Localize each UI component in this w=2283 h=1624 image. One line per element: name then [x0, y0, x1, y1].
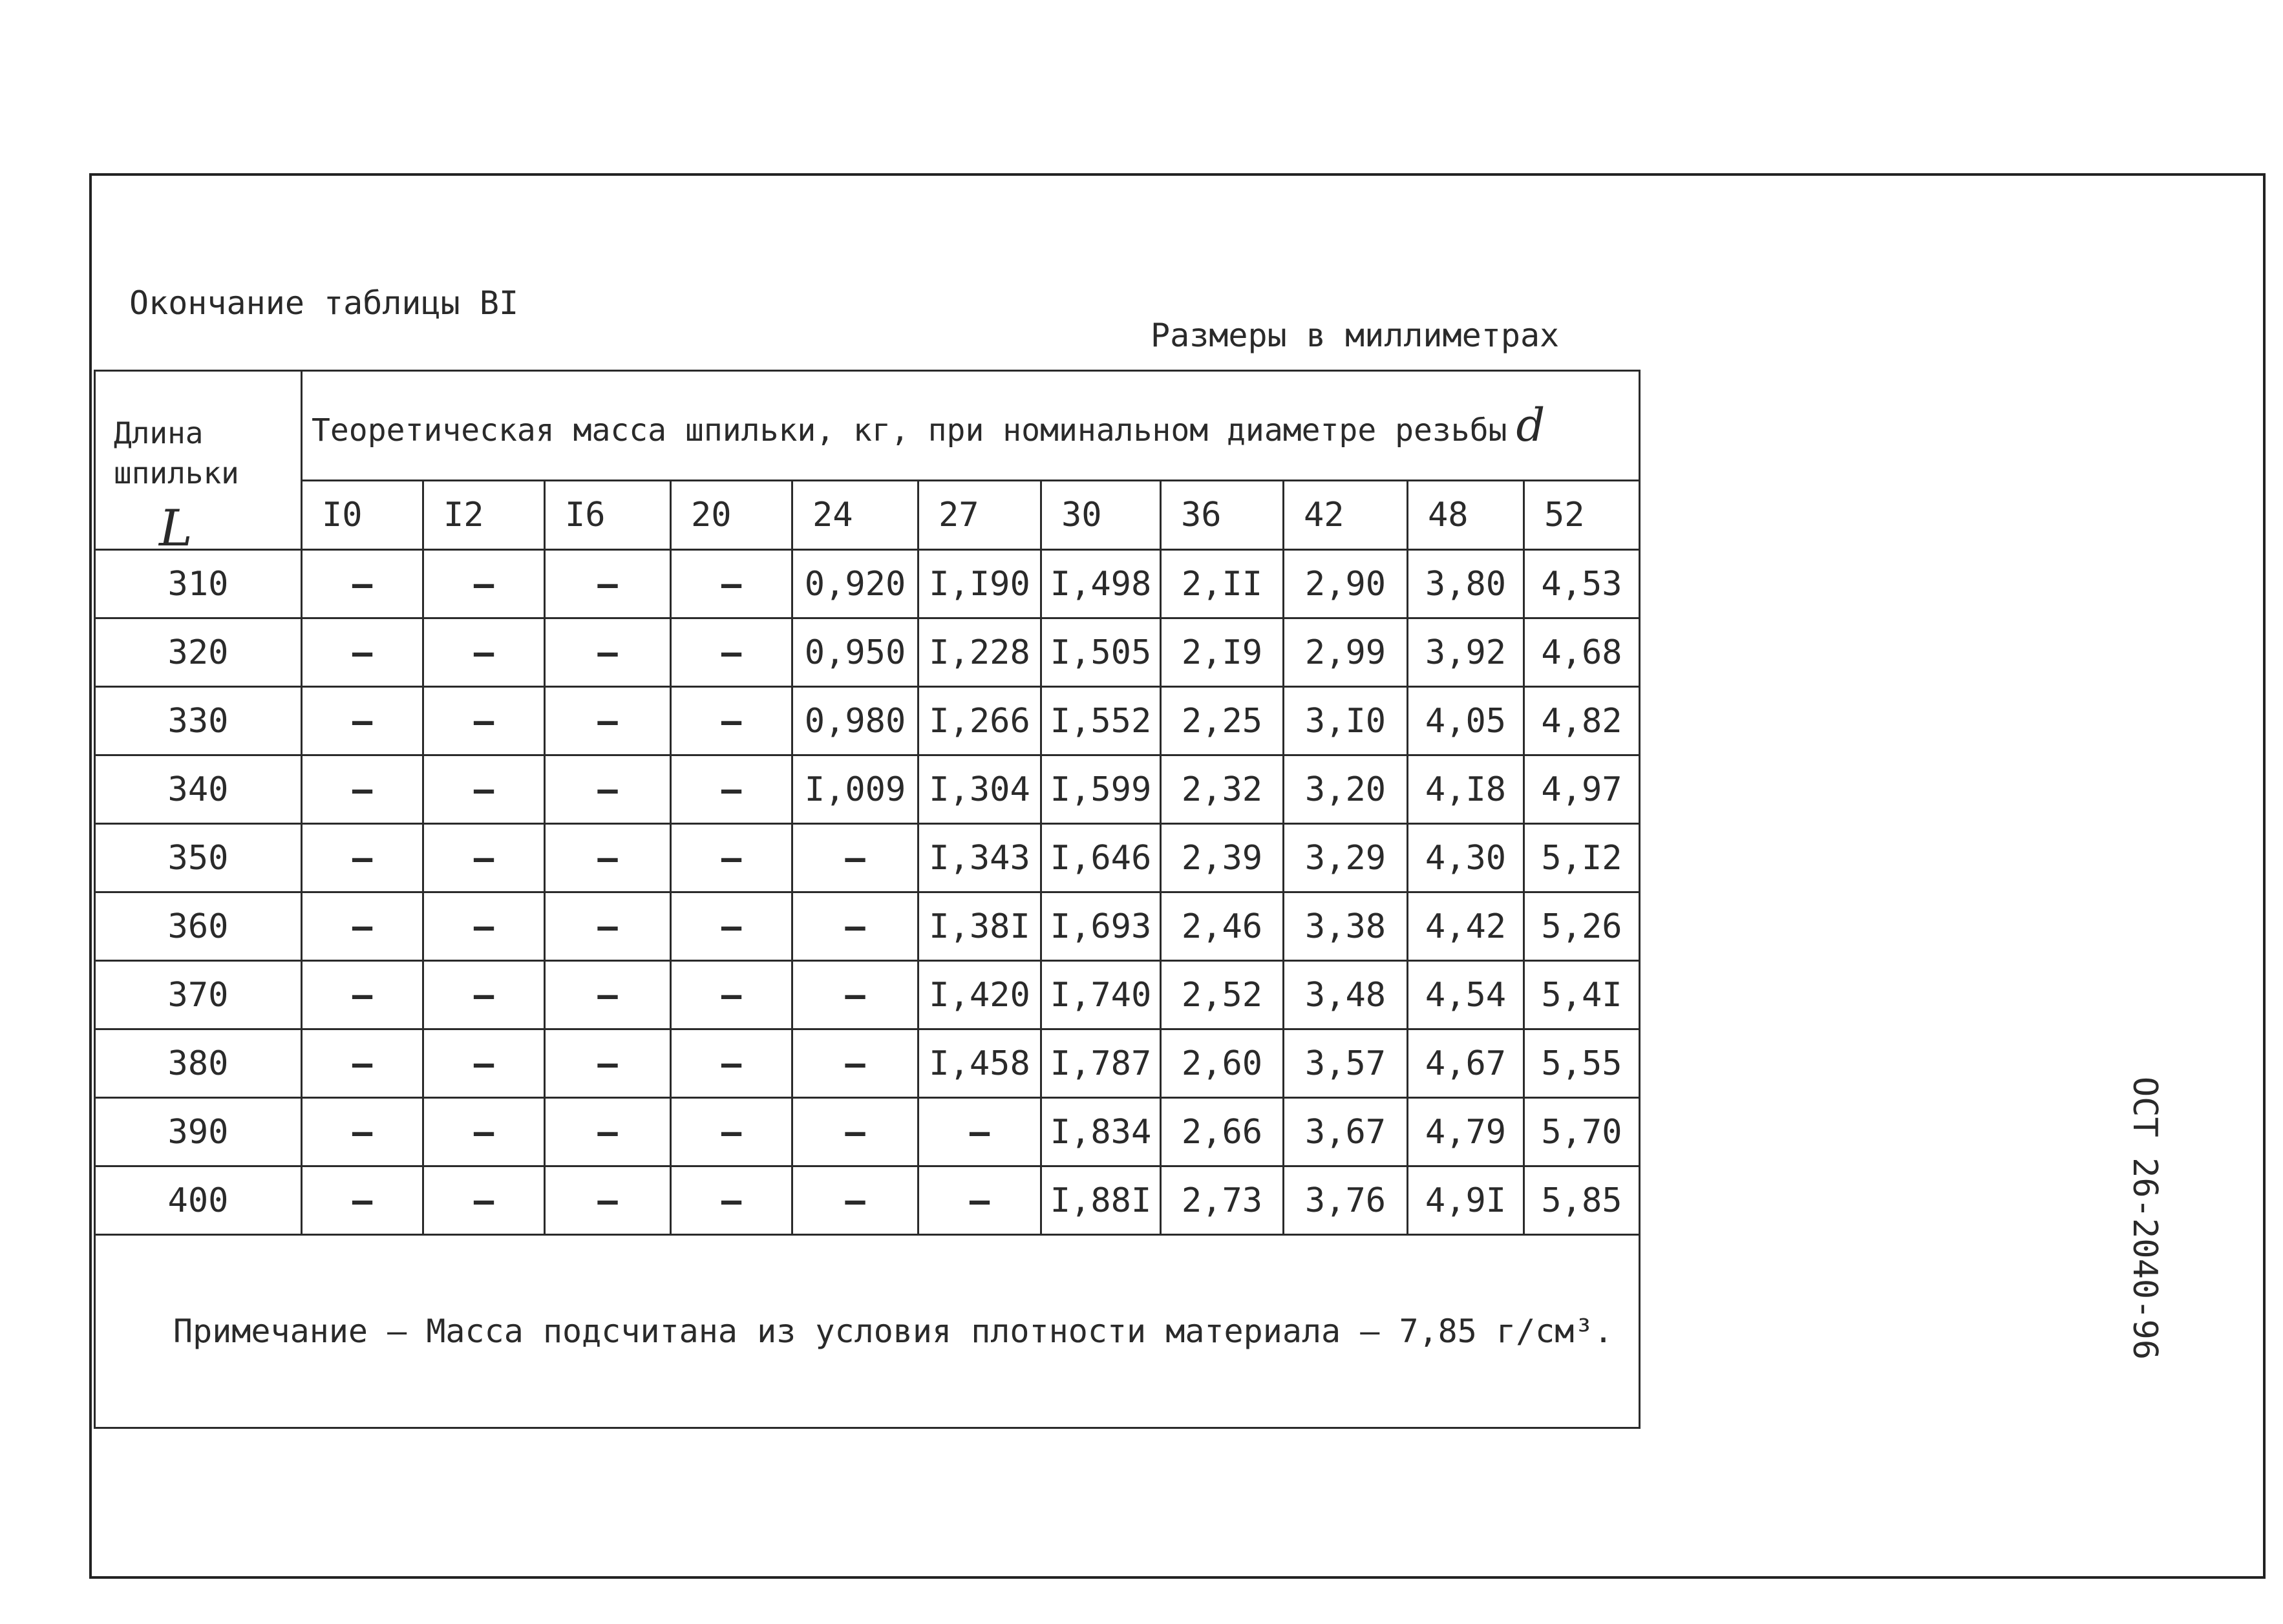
units-note: Размеры в миллиметрах [1151, 317, 1560, 354]
length-cell: 390 [95, 1098, 302, 1166]
mass-cell: 3,29 [1284, 824, 1408, 892]
mass-cell: 2,66 [1161, 1098, 1284, 1166]
mass-cell: 3,I0 [1284, 687, 1408, 755]
mass-cell: – [792, 892, 919, 961]
mass-cell: I,228 [919, 618, 1041, 687]
mass-cell: I,834 [1041, 1098, 1161, 1166]
mass-cell: – [545, 961, 671, 1029]
mass-cell: 4,67 [1408, 1029, 1524, 1098]
mass-cell: – [671, 1166, 792, 1235]
diameter-header: 36 [1161, 480, 1284, 549]
diameter-header: I6 [545, 480, 671, 549]
mass-cell: I,646 [1041, 824, 1161, 892]
mass-cell: 5,26 [1524, 892, 1640, 961]
mass-cell: 4,54 [1408, 961, 1524, 1029]
mass-cell: 4,9I [1408, 1166, 1524, 1235]
mass-cell: 3,67 [1284, 1098, 1408, 1166]
table-row [95, 892, 1640, 961]
mass-cell: I,I90 [919, 550, 1041, 618]
mass-cell: – [671, 1029, 792, 1098]
mass-cell: – [423, 892, 545, 961]
mass-cell: 5,85 [1524, 1166, 1640, 1235]
table-row [95, 824, 1640, 892]
mass-cell: I,787 [1041, 1029, 1161, 1098]
mass-cell: 4,I8 [1408, 755, 1524, 824]
mass-cell: 5,70 [1524, 1098, 1640, 1166]
mass-cell: 2,32 [1161, 755, 1284, 824]
mass-cell: 4,53 [1524, 550, 1640, 618]
mass-cell: I,740 [1041, 961, 1161, 1029]
mass-cell: – [302, 755, 423, 824]
mass-cell: – [545, 618, 671, 687]
mass-cell: 3,20 [1284, 755, 1408, 824]
mass-cell: 4,05 [1408, 687, 1524, 755]
mass-cell: – [302, 550, 423, 618]
mass-cell: – [671, 687, 792, 755]
length-cell: 330 [95, 687, 302, 755]
mass-cell: 5,4I [1524, 961, 1640, 1029]
mass-cell: 3,76 [1284, 1166, 1408, 1235]
diameter-header: I2 [423, 480, 545, 549]
mass-cell: 4,30 [1408, 824, 1524, 892]
diameter-header: 30 [1041, 480, 1161, 549]
mass-cell: 4,82 [1524, 687, 1640, 755]
mass-cell: I,266 [919, 687, 1041, 755]
mass-cell: – [671, 550, 792, 618]
mass-cell: I,88I [1041, 1166, 1161, 1235]
mass-cell: 3,80 [1408, 550, 1524, 618]
table-row [95, 687, 1640, 755]
mass-cell: 4,68 [1524, 618, 1640, 687]
diameter-header-row [95, 480, 1640, 549]
doc-code [2112, 1066, 2177, 1370]
mass-cell: I,38I [919, 892, 1041, 961]
diameter-header: 20 [671, 480, 792, 549]
mass-cell: 3,38 [1284, 892, 1408, 961]
diameter-header: 27 [919, 480, 1041, 549]
mass-cell: – [919, 1098, 1041, 1166]
length-header: Длина шпильки [114, 416, 239, 490]
mass-cell: – [423, 618, 545, 687]
mass-header: Теоретическая масса шпильки, кг, при номинальном диаметре резьбы [312, 412, 1507, 449]
mass-cell: – [671, 824, 792, 892]
mass-cell: – [302, 892, 423, 961]
mass-cell: – [545, 824, 671, 892]
mass-cell: 5,55 [1524, 1029, 1640, 1098]
mass-cell: – [792, 824, 919, 892]
mass-cell: – [423, 1166, 545, 1235]
mass-cell: 2,73 [1161, 1166, 1284, 1235]
length-cell: 380 [95, 1029, 302, 1098]
mass-cell: I,304 [919, 755, 1041, 824]
mass-cell: – [545, 755, 671, 824]
mass-cell: – [545, 1166, 671, 1235]
mass-cell: 3,92 [1408, 618, 1524, 687]
mass-cell: – [423, 1029, 545, 1098]
table-row [95, 550, 1640, 618]
length-cell: 360 [95, 892, 302, 961]
length-cell: 340 [95, 755, 302, 824]
mass-cell: 2,25 [1161, 687, 1284, 755]
mass-cell: – [919, 1166, 1041, 1235]
table-row [95, 755, 1640, 824]
mass-cell: – [545, 1029, 671, 1098]
mass-cell: – [302, 961, 423, 1029]
table-row [95, 961, 1640, 1029]
mass-cell: – [792, 961, 919, 1029]
mass-cell: – [302, 824, 423, 892]
mass-cell: – [671, 1098, 792, 1166]
diameter-header: I0 [302, 480, 423, 549]
mass-cell: 4,42 [1408, 892, 1524, 961]
mass-cell: 3,48 [1284, 961, 1408, 1029]
mass-cell: 4,97 [1524, 755, 1640, 824]
mass-cell: – [423, 755, 545, 824]
mass-table [94, 370, 1641, 1429]
mass-cell: I,009 [792, 755, 919, 824]
mass-cell: I,420 [919, 961, 1041, 1029]
mass-cell: – [545, 892, 671, 961]
mass-cell: 2,46 [1161, 892, 1284, 961]
mass-cell: 0,950 [792, 618, 919, 687]
length-symbol: L [159, 500, 193, 550]
length-cell: 310 [95, 550, 302, 618]
length-header-cell [95, 371, 302, 550]
mass-cell: – [423, 550, 545, 618]
note-row [95, 1235, 1640, 1428]
table-row [95, 1029, 1640, 1098]
mass-cell: – [792, 1029, 919, 1098]
length-cell: 370 [95, 961, 302, 1029]
table-note: Примечание – Масса подсчитана из условия плотности материала – 7,85 г/см³. [173, 1313, 1613, 1350]
mass-cell: 0,980 [792, 687, 919, 755]
note-cell [95, 1235, 1640, 1428]
table-title: Окончание таблицы BI [129, 284, 519, 322]
mass-cell: – [671, 892, 792, 961]
mass-cell: – [792, 1166, 919, 1235]
mass-cell: – [302, 687, 423, 755]
doc-code-text: ОСТ 26-2040-96 [2125, 1076, 2164, 1360]
mass-cell: – [671, 618, 792, 687]
mass-cell: 2,90 [1284, 550, 1408, 618]
diameter-header: 24 [792, 480, 919, 549]
mass-cell: 2,I9 [1161, 618, 1284, 687]
mass-header-cell [302, 371, 1640, 481]
table-row [95, 1166, 1640, 1235]
diameter-symbol: d [1516, 399, 1545, 452]
mass-cell: 2,60 [1161, 1029, 1284, 1098]
mass-cell: – [423, 824, 545, 892]
mass-cell: I,458 [919, 1029, 1041, 1098]
mass-cell: I,343 [919, 824, 1041, 892]
header-row-1 [95, 371, 1640, 481]
mass-cell: I,599 [1041, 755, 1161, 824]
mass-cell: 3,57 [1284, 1029, 1408, 1098]
mass-cell: – [423, 961, 545, 1029]
mass-cell: – [792, 1098, 919, 1166]
diameter-header: 52 [1524, 480, 1640, 549]
mass-cell: – [545, 550, 671, 618]
mass-cell: I,498 [1041, 550, 1161, 618]
mass-cell: – [671, 961, 792, 1029]
table-body [95, 550, 1640, 1235]
mass-cell: 0,920 [792, 550, 919, 618]
mass-cell: – [302, 618, 423, 687]
length-cell: 350 [95, 824, 302, 892]
mass-cell: – [302, 1098, 423, 1166]
mass-cell: – [545, 687, 671, 755]
mass-cell: 2,52 [1161, 961, 1284, 1029]
mass-cell: 2,99 [1284, 618, 1408, 687]
mass-cell: – [423, 1098, 545, 1166]
diameter-header: 42 [1284, 480, 1408, 549]
mass-cell: 2,II [1161, 550, 1284, 618]
diameter-header: 48 [1408, 480, 1524, 549]
mass-cell: – [302, 1166, 423, 1235]
mass-cell: I,505 [1041, 618, 1161, 687]
mass-cell: I,552 [1041, 687, 1161, 755]
mass-cell: 2,39 [1161, 824, 1284, 892]
mass-cell: – [423, 687, 545, 755]
table-row [95, 1098, 1640, 1166]
mass-cell: – [302, 1029, 423, 1098]
mass-cell: 5,I2 [1524, 824, 1640, 892]
mass-cell: I,693 [1041, 892, 1161, 961]
table-row [95, 618, 1640, 687]
mass-cell: – [545, 1098, 671, 1166]
length-cell: 400 [95, 1166, 302, 1235]
mass-cell: 4,79 [1408, 1098, 1524, 1166]
mass-cell: – [671, 755, 792, 824]
length-cell: 320 [95, 618, 302, 687]
